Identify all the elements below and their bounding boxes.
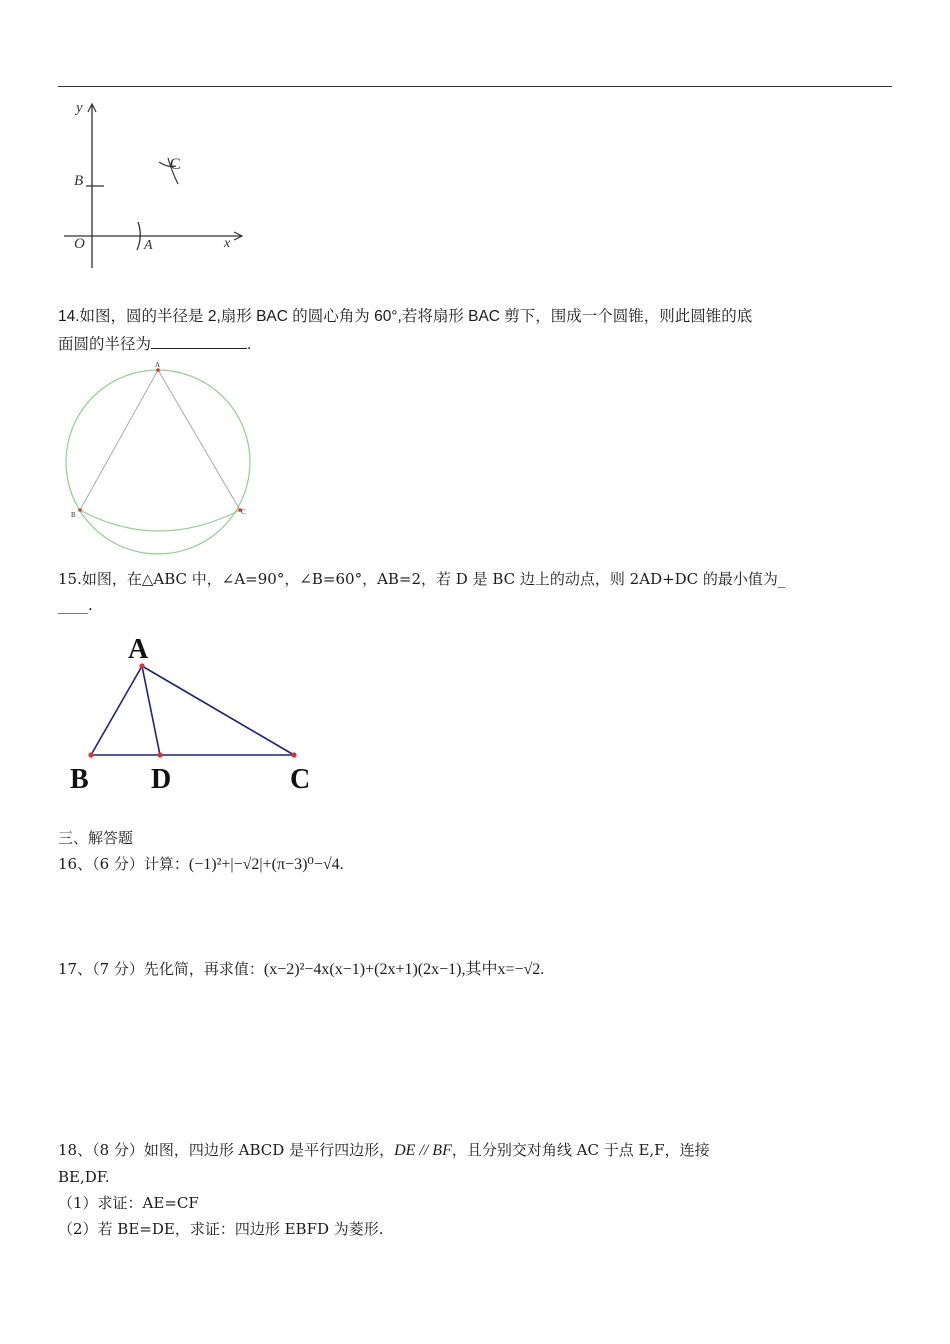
q14-label-b: B [71,511,76,519]
q18-part2: （2）若 BE=DE，求证：四边形 EBFD 为菱形. [58,1220,384,1238]
q14-side-ac [158,370,240,510]
q18-parallel-expr: DE // BF [394,1142,452,1159]
q14-line2 [58,333,251,355]
q16-expression: (−1)²+|−√2|+(π−3)⁰−√4. [188,856,344,873]
header-rule [58,86,892,87]
q15-label-d: D [151,764,172,795]
q15-segment-ad [142,666,160,755]
q18-line1b: ，且分别交对角线 AC 于点 E,F，连接 [451,1141,710,1159]
q14-circle [66,370,250,554]
x-label: x [224,236,231,251]
q15-label-a: A [128,634,149,665]
q16-line [58,854,344,875]
origin-label: O [74,236,85,252]
q14-line1: 14.如图，圆的半径是 2,扇形 BAC 的圆心角为 60°,若将扇形 BAC 剪下，围成一个圆锥，则此圆锥的底 [58,308,753,325]
q17-line [58,959,544,980]
q14-line2-text: 面圆的半径为 [58,336,152,353]
q14-side-ab [80,370,158,510]
y-label: y [76,100,83,116]
q15-side-ac [142,666,294,755]
coordinate-figure [58,98,258,278]
q15-point-c [291,752,296,757]
q15-side-ab [91,666,142,755]
q14-label-c: C [241,508,246,516]
section-title: 三、解答题 [58,829,134,847]
q15-figure [66,630,346,800]
q15-point-d [157,752,162,757]
q14-point-b [78,508,82,512]
q14-line2-end: . [247,336,252,353]
q15-line1: 15.如图，在△ABC 中，∠A=90°，∠B=60°，AB=2，若 D 是 BC 边上的动点，则 2AD+DC 的最小值为_ [58,570,786,588]
c-label: C [170,156,181,173]
q18-part1: （1）求证：AE=CF [58,1194,199,1212]
q15-point-b [88,752,93,757]
q14-figure [60,362,260,562]
q14-label-a: A [155,361,161,369]
q17-expression: (x−2)²−4x(x−1)+(2x+1)(2x−1),其中x=−√2. [263,961,545,978]
b-label: B [74,173,84,189]
q17-prefix: 17、（7 分）先化简，再求值： [58,960,264,978]
q18-line2: BE,DF. [58,1168,110,1186]
q16-prefix: 16、（6 分）计算： [58,855,189,873]
q15-label-b: B [70,764,89,795]
q14-sector-arc [80,510,240,531]
q15-label-c: C [290,764,311,795]
a-label: A [144,238,153,253]
q18-line1 [58,1140,710,1161]
q15-line2: ____. [58,596,93,614]
q18-line1a: 18、（8 分）如图，四边形 ABCD 是平行四边形， [58,1141,395,1159]
q14-answer-blank [151,333,247,349]
